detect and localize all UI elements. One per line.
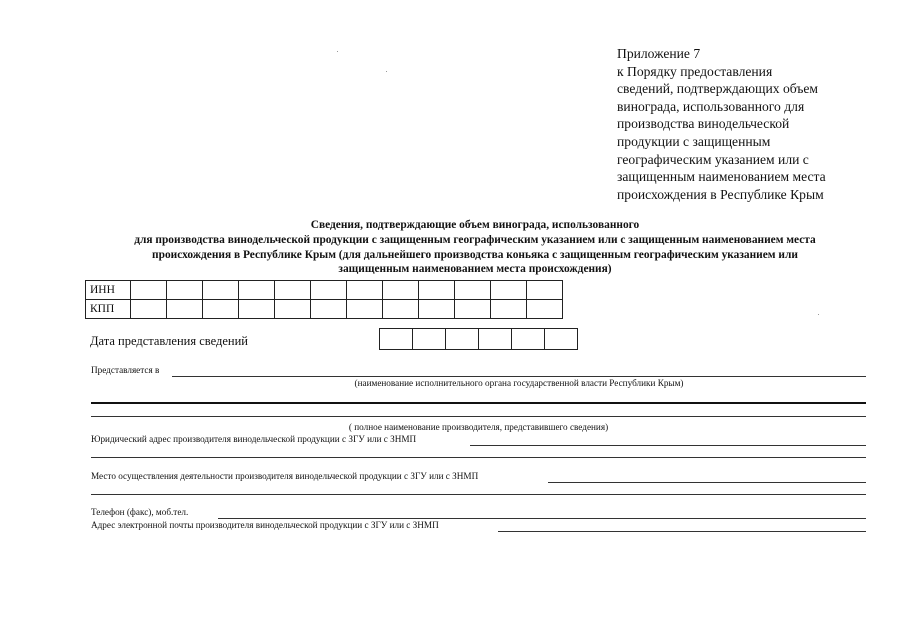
inn-digit-cell[interactable] <box>239 281 275 300</box>
title-line: защищенным наименованием места происхождения) <box>338 263 612 276</box>
kpp-digit-cell[interactable] <box>347 300 383 319</box>
submitted-to-line[interactable] <box>172 376 866 377</box>
inn-digit-cell[interactable] <box>131 281 167 300</box>
document-title <box>75 218 875 277</box>
appendix-line: сведений, подтверждающих объем <box>617 81 818 97</box>
kpp-label: КПП <box>86 300 131 319</box>
scan-speck <box>386 71 387 72</box>
appendix-line: продукции с защищенным <box>617 133 771 149</box>
submitted-to-caption: (наименование исполнительного органа государственной власти Республики Крым) <box>354 378 684 388</box>
inn-label: ИНН <box>86 281 131 300</box>
producer-name-line-2[interactable] <box>91 416 866 417</box>
legal-address-extra-line[interactable] <box>91 457 866 458</box>
legal-address-label: Юридический адрес производителя винодельческой продукции с ЗГУ или с ЗНМП <box>91 434 417 444</box>
inn-digit-cell[interactable] <box>347 281 383 300</box>
date-boxes <box>380 328 578 350</box>
inn-row <box>86 281 563 300</box>
phone-label: Телефон (факс), моб.тел. <box>91 507 189 517</box>
date-digit-box[interactable] <box>511 328 545 350</box>
inn-digit-cell[interactable] <box>167 281 203 300</box>
activity-place-input-line[interactable] <box>548 482 866 483</box>
date-label: Дата представления сведений <box>90 334 248 348</box>
kpp-digit-cell[interactable] <box>239 300 275 319</box>
date-digit-box[interactable] <box>544 328 578 350</box>
date-digit-box[interactable] <box>478 328 512 350</box>
appendix-line: винограда, использованного для <box>617 98 805 114</box>
inn-digit-cell[interactable] <box>383 281 419 300</box>
appendix-line: защищенным наименованием места <box>617 169 826 185</box>
inn-digit-cell[interactable] <box>491 281 527 300</box>
inn-digit-cell[interactable] <box>311 281 347 300</box>
title-line: Сведения, подтверждающие объем винограда, использованного <box>310 219 640 231</box>
activity-place-label: Место осуществления деятельности производителя винодельческой продукции с ЗГУ или с ЗНМП <box>91 471 479 481</box>
inn-digit-cell[interactable] <box>419 281 455 300</box>
title-line: происхождения в Республике Крым (для дальнейшего производства коньяка с защищенным географическим указанием или <box>152 248 798 261</box>
appendix-line: производства винодельческой <box>617 116 790 132</box>
appendix-line: Приложение 7 <box>617 46 701 61</box>
kpp-digit-cell[interactable] <box>383 300 419 319</box>
kpp-digit-cell[interactable] <box>167 300 203 319</box>
appendix-line: географическим указанием или с <box>617 151 809 167</box>
inn-digit-cell[interactable] <box>527 281 563 300</box>
inn-digit-cell[interactable] <box>275 281 311 300</box>
appendix-line: к Порядку предоставления <box>617 63 773 79</box>
kpp-digit-cell[interactable] <box>455 300 491 319</box>
appendix-header <box>617 45 887 203</box>
kpp-digit-cell[interactable] <box>131 300 167 319</box>
kpp-row <box>86 300 563 319</box>
date-digit-box[interactable] <box>445 328 479 350</box>
kpp-digit-cell[interactable] <box>527 300 563 319</box>
appendix-line: происхождения в Республике Крым <box>617 186 824 202</box>
kpp-digit-cell[interactable] <box>203 300 239 319</box>
scan-speck <box>818 314 819 315</box>
producer-caption: ( полное наименование производителя, представившего сведения) <box>348 422 609 432</box>
date-digit-box[interactable] <box>379 328 413 350</box>
legal-address-input-line[interactable] <box>470 445 866 446</box>
inn-kpp-grid <box>85 280 563 319</box>
phone-input-line[interactable] <box>218 518 866 519</box>
email-label: Адрес электронной почты производителя винодельческой продукции с ЗГУ или с ЗНМП <box>91 520 439 530</box>
title-line: для производства винодельческой продукции с защищенным географическим указанием или с защищенным наименованием места <box>134 233 816 246</box>
inn-digit-cell[interactable] <box>455 281 491 300</box>
producer-name-line[interactable] <box>91 402 866 404</box>
kpp-digit-cell[interactable] <box>419 300 455 319</box>
kpp-digit-cell[interactable] <box>491 300 527 319</box>
kpp-digit-cell[interactable] <box>275 300 311 319</box>
scan-speck <box>337 51 338 52</box>
submitted-to-label: Представляется в <box>91 365 160 375</box>
date-digit-box[interactable] <box>412 328 446 350</box>
email-input-line[interactable] <box>498 531 866 532</box>
activity-place-extra-line[interactable] <box>91 494 866 495</box>
kpp-digit-cell[interactable] <box>311 300 347 319</box>
inn-digit-cell[interactable] <box>203 281 239 300</box>
